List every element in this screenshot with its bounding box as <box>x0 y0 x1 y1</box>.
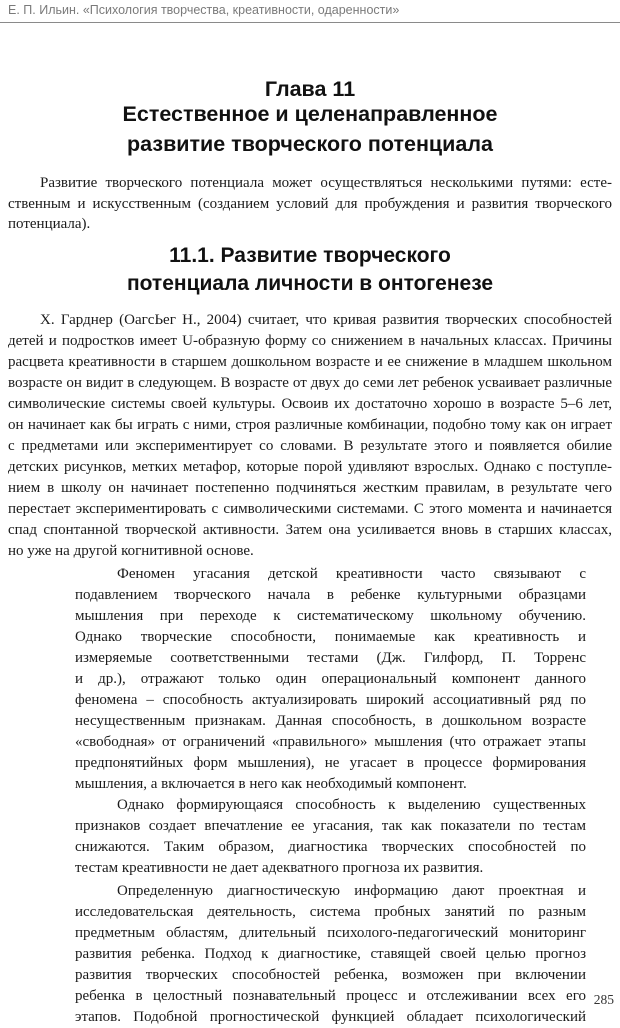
quote-line: Определенную диагностическую информацию дают проектная и <box>117 883 586 899</box>
main-paragraph-line: перестает экспериментировать с символическими системами. С этого момента и начинается <box>8 501 612 517</box>
main-paragraph-line: с предметами или экспериментирует со словами. В результате этого и появляется обилие <box>8 438 612 454</box>
quote-line: подавлением творческого начала в ребенке культурными образцами <box>75 587 586 603</box>
main-paragraph-line: детей и подростков имеет U-образную форму со снижением в начальных классах. Причины <box>8 333 612 349</box>
running-header-text: Е. П. Ильин. «Психология творчества, креативности, одаренности» <box>8 3 400 17</box>
section-title-line-2: потенциала личности в онтогенезе <box>126 272 494 295</box>
quote-line: феномена – способность актуализировать широкий ассоциативный ряд по <box>75 692 586 708</box>
quote-line: ребенка в целостный познавательный процесс и отслеживании всех его <box>75 988 586 1004</box>
section-title-line-1: 11.1. Развитие творческого <box>169 244 451 267</box>
quote-line: Однако формирующаяся способность к выделению существенных <box>117 797 586 813</box>
main-paragraph-line: нием в школу он начинает постепенно подчиняться жестким правилам, в результате чего <box>8 480 612 496</box>
quote-line: измеряемые соответственными тестами (Дж. Гилфорд, П. Торренс <box>75 650 586 666</box>
quote-line: предметным областям, длительный психолого-педагогический мониторинг <box>75 925 586 941</box>
main-paragraph-line: спад спонтанной творческой активности. Затем она усиливается вновь в старших классах, <box>8 522 612 538</box>
quote-line: и др.), отражают только один операциональный компонент данного <box>75 671 586 687</box>
main-paragraph-line: символические системы своей культуры. Освоив их достаточно хорошо в возрасте 5–6 лет, <box>8 396 612 412</box>
chapter-title-line-2: развитие творческого потенциала <box>127 132 493 156</box>
quote-line: этапов. Подобной прогностической функцией обладает психологический <box>75 1009 586 1025</box>
quote-line: тестам креативности не дает адекватного прогноза их развития. <box>75 860 484 876</box>
main-paragraph-line: детских рисунков, метких метафор, которые порой удивляют взрослых. Однако с поступле- <box>8 459 612 475</box>
quote-line: мышления при переходе к систематическому школьному обучению. <box>75 608 586 624</box>
quote-line: мышления, а включается в него как необходимый компонент. <box>75 776 467 792</box>
quote-line: «свободная» от ограничений «правильного» мышления (что отражает этапы <box>75 734 586 750</box>
quote-line: Феномен угасания детской креативности часто связывают с <box>117 566 586 582</box>
quote-line: исследовательская деятельность, система пробных занятий по разным <box>75 904 586 920</box>
chapter-title-line-1: Естественное и целенаправленное <box>122 102 498 126</box>
chapter-label: Глава 11 <box>264 77 356 101</box>
quote-line: несущественным признакам. Данная способность, в дошкольном возрасте <box>75 713 586 729</box>
quote-line: Однако творческие способности, понимаемые как креативность и <box>75 629 586 645</box>
quote-line: развития творческих способностей ребенка, возможен при включении <box>75 967 586 983</box>
main-paragraph-line: но уже на другой когнитивной основе. <box>8 543 254 559</box>
main-paragraph-line: расцвета креативности в старшем дошкольном возрасте и ее снижение в младшем школьном <box>8 354 612 370</box>
intro-paragraph-line: ственным и искусственным (созданием условий для пробуждения и развития творческого <box>8 196 612 212</box>
intro-paragraph-line: потенциала). <box>8 216 91 232</box>
quote-line: снижаются. Таким образом, диагностика творческих способностей по <box>75 839 586 855</box>
page-number: 285 <box>593 992 614 1007</box>
running-header <box>0 0 620 23</box>
main-paragraph-line: Х. Гарднер (ОагсЬег Н., 2004) считает, что кривая развития творческих способностей <box>40 312 612 328</box>
quote-line: развития ребенка. Подход к диагностике, ставящей своей целью прогноз <box>75 946 586 962</box>
main-paragraph-line: он начинает как бы играть с ними, строя различные комбинации, подобно тому как он играет <box>8 417 612 433</box>
intro-paragraph-line: Развитие творческого потенциала может осуществляться несколькими путями: есте- <box>40 175 612 191</box>
main-paragraph-line: возрасте он видит в следующем. В возрасте от двух до семи лет ребенок усваивает различные <box>8 375 612 391</box>
quote-line: предпонятийных форм мышления), не угасает в процессе формирования <box>75 755 586 771</box>
quote-line: признаков создает впечатление ее угасания, так как показатели по тестам <box>75 818 586 834</box>
